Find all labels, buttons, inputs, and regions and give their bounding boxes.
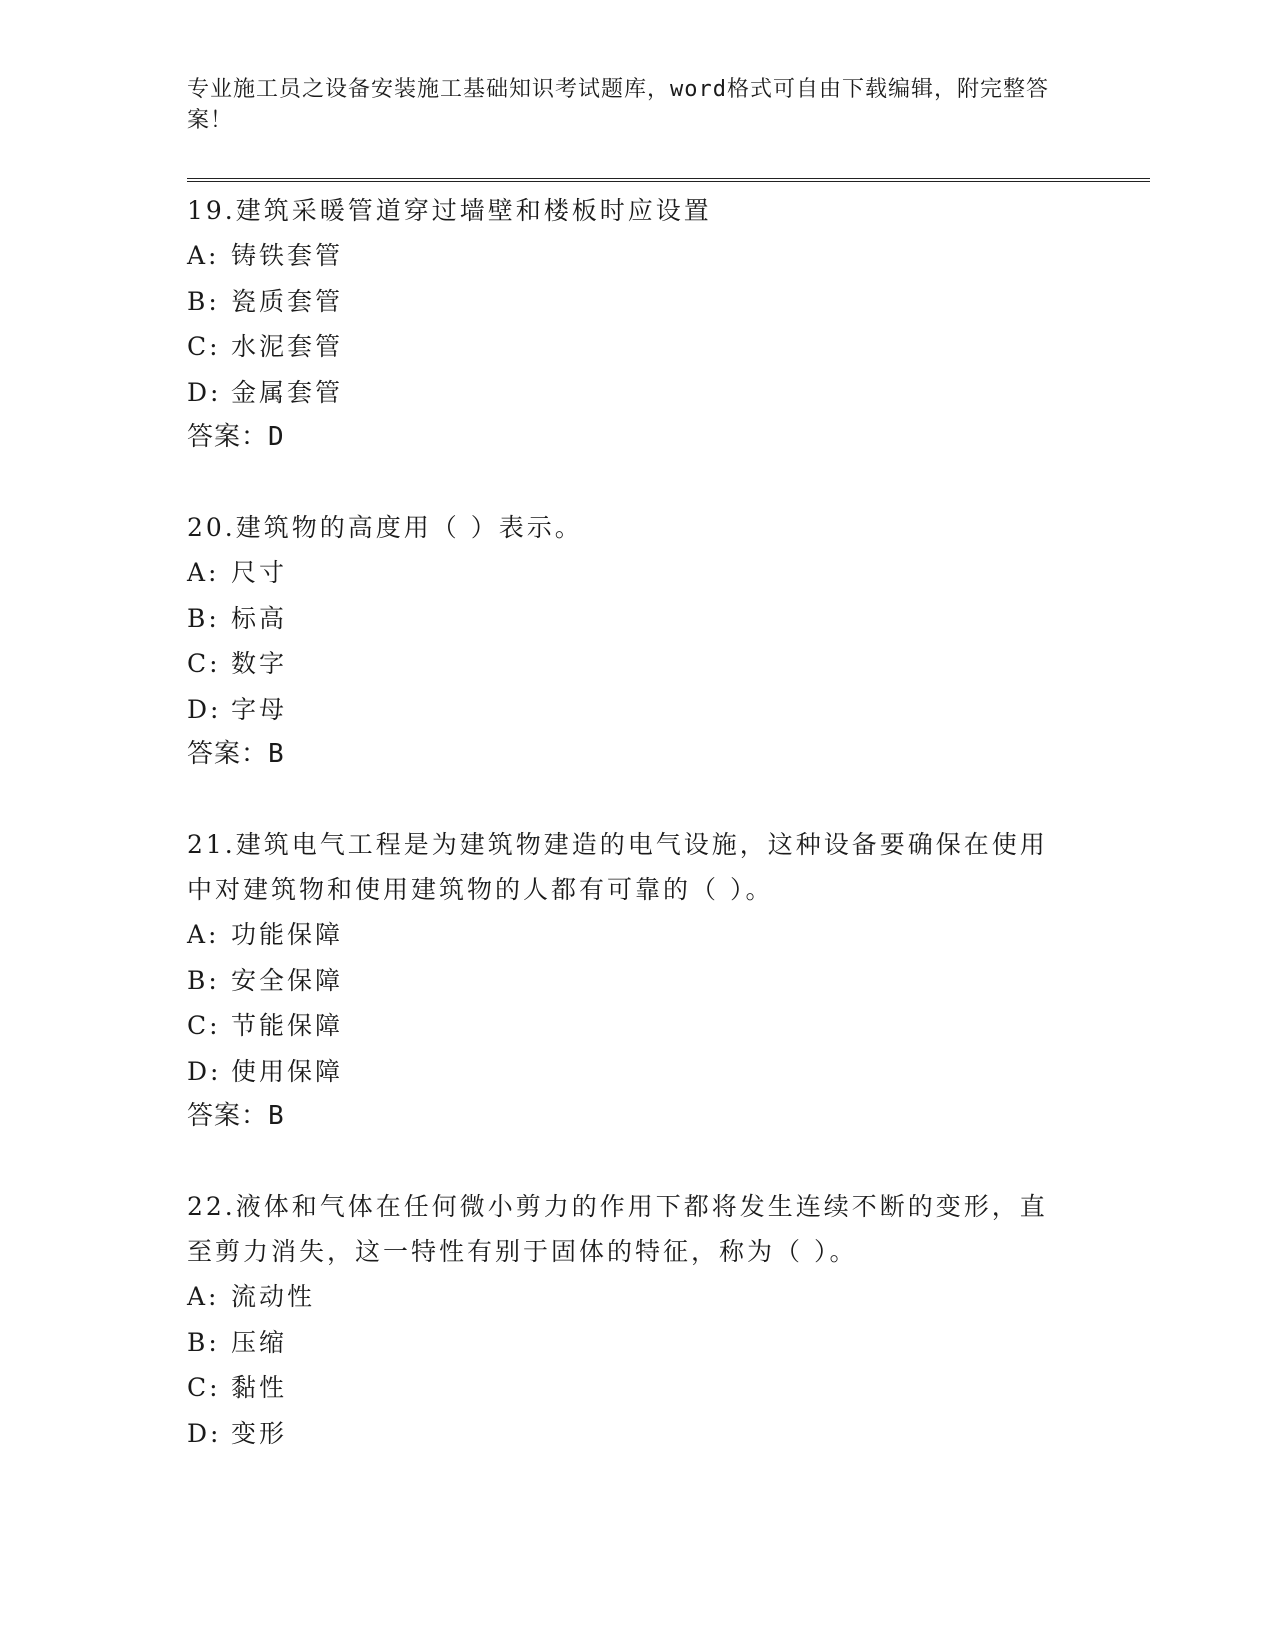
option-label: C: — [187, 1011, 221, 1040]
question-21 — [187, 822, 1087, 1139]
option-label: B: — [187, 1327, 220, 1357]
option-a — [187, 233, 1087, 279]
option-d — [187, 370, 1087, 416]
option-text: 数字 — [231, 649, 288, 678]
question-text: 21.建筑电气工程是为建筑物建造的电气设施，这种设备要确保在使用 — [187, 830, 1048, 859]
question-text: 19.建筑采暖管道穿过墙壁和楼板时应设置 — [187, 196, 712, 225]
answer: 答案：B — [187, 739, 285, 769]
option-b — [187, 596, 1087, 642]
option-d — [187, 1049, 1087, 1095]
option-a — [187, 912, 1087, 958]
option-d — [187, 687, 1087, 733]
option-text: 铸铁套管 — [231, 241, 344, 270]
option-c — [187, 641, 1087, 687]
option-text: 使用保障 — [231, 1056, 344, 1086]
option-label: A: — [187, 920, 220, 949]
question-text: 中对建筑物和使用建筑物的人都有可靠的（ ）。 — [187, 875, 774, 904]
option-c — [187, 1365, 1087, 1411]
question-text: 至剪力消失，这一特性有别于固体的特征，称为（ ）。 — [187, 1237, 858, 1266]
option-label: A: — [187, 241, 220, 270]
option-text: 压缩 — [231, 1327, 288, 1357]
option-b — [187, 1320, 1087, 1366]
option-label: B: — [187, 603, 220, 633]
option-c — [187, 324, 1087, 370]
option-label: C: — [187, 1373, 221, 1402]
option-label: A: — [187, 1282, 220, 1311]
option-text: 节能保障 — [231, 1011, 344, 1040]
option-b — [187, 958, 1087, 1004]
option-label: B: — [187, 965, 220, 995]
option-text: 安全保障 — [231, 965, 344, 995]
option-label: D: — [187, 1056, 222, 1086]
option-d — [187, 1411, 1087, 1457]
option-b — [187, 279, 1087, 325]
question-20 — [187, 505, 1087, 777]
answer: 答案：D — [187, 422, 285, 452]
option-text: 功能保障 — [231, 920, 344, 949]
option-text: 尺寸 — [231, 558, 288, 587]
option-text: 瓷质套管 — [231, 286, 344, 316]
option-label: D: — [187, 1418, 222, 1448]
option-text: 字母 — [231, 694, 288, 724]
option-text: 标高 — [231, 603, 288, 633]
option-label: C: — [187, 332, 221, 361]
option-label: C: — [187, 649, 221, 678]
option-label: D: — [187, 377, 222, 407]
option-label: A: — [187, 558, 220, 587]
option-c — [187, 1003, 1087, 1049]
option-text: 水泥套管 — [231, 332, 344, 361]
option-text: 黏性 — [231, 1373, 288, 1402]
question-list — [187, 188, 1087, 1501]
option-a — [187, 1274, 1087, 1320]
option-label: B: — [187, 286, 220, 316]
question-19 — [187, 188, 1087, 460]
option-text: 变形 — [231, 1418, 288, 1448]
option-text: 流动性 — [231, 1282, 316, 1311]
option-a — [187, 550, 1087, 596]
question-text: 20.建筑物的高度用（ ）表示。 — [187, 513, 583, 542]
answer: 答案：B — [187, 1101, 285, 1131]
option-text: 金属套管 — [231, 377, 344, 407]
option-label: D: — [187, 694, 222, 724]
header-divider — [187, 178, 1150, 182]
question-text: 22.液体和气体在任何微小剪力的作用下都将发生连续不断的变形，直 — [187, 1192, 1048, 1221]
question-22 — [187, 1184, 1087, 1456]
document-header: 专业施工员之设备安装施工基础知识考试题库，word格式可自由下载编辑，附完整答案！ — [187, 77, 1049, 133]
